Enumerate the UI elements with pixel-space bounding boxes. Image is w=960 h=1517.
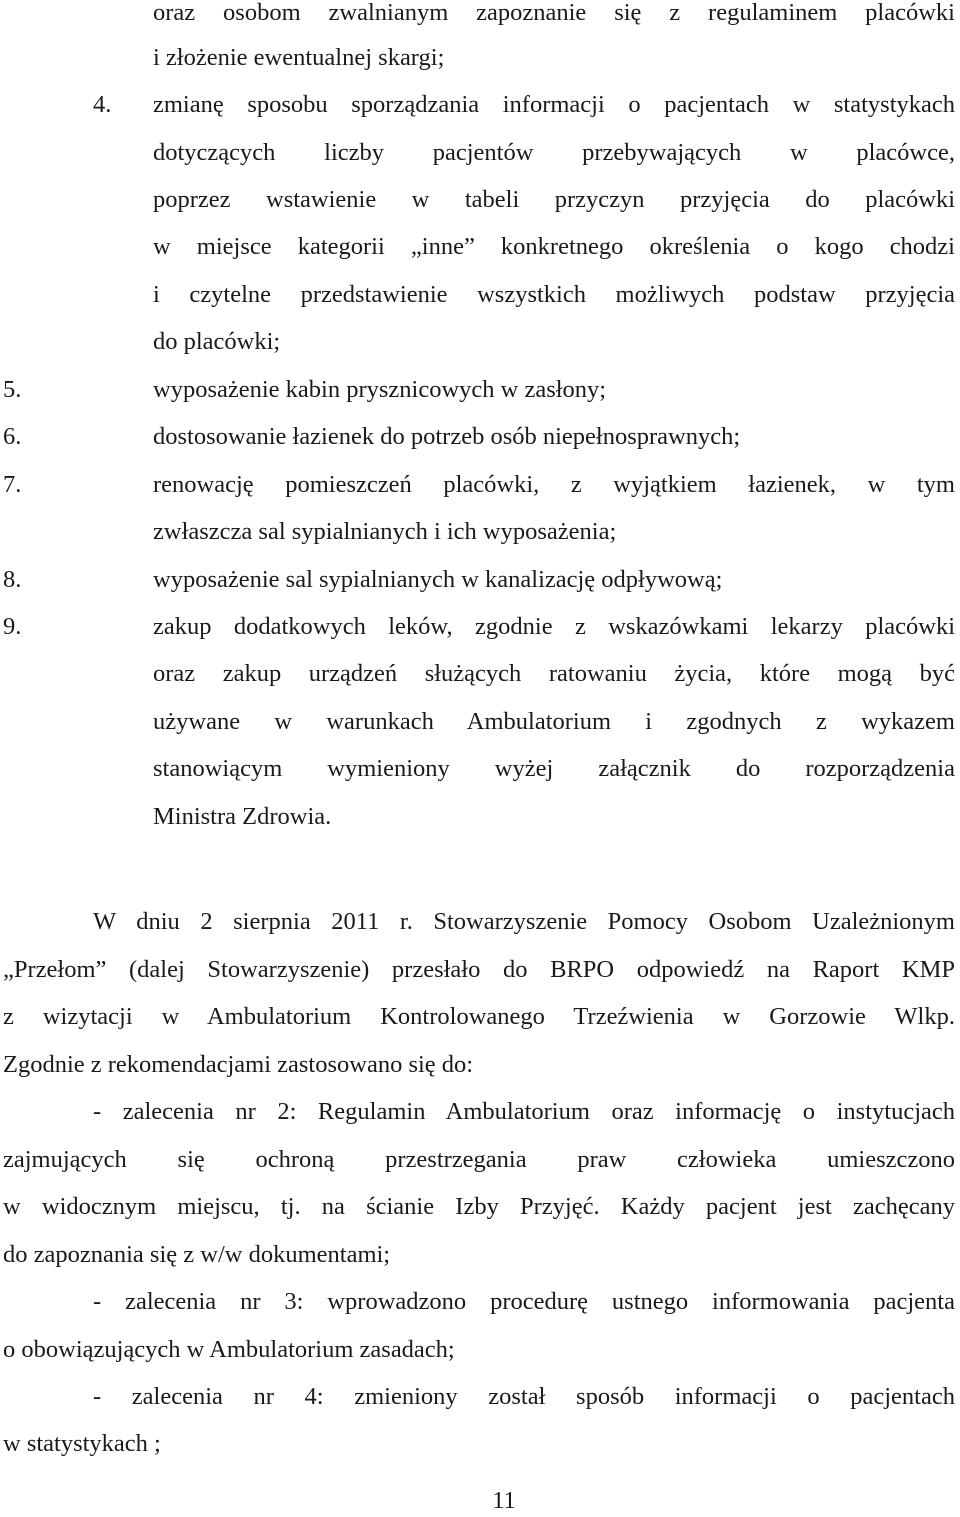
list-item-line: wyposażenie sal sypialnianych w kanalizację odpływową; (153, 566, 723, 593)
list-number: 9. (3, 613, 22, 640)
recommendation-line: - zalecenia nr 3: wprowadzono procedurę ustnego informowania pacjenta (93, 1288, 955, 1315)
paragraph-line: Zgodnie z rekomendacjami zastosowano się do: (3, 1051, 474, 1078)
list-item-line: dotyczących liczby pacjentów przebywających w placówce, (153, 139, 955, 166)
list-continuation-line: oraz osobom zwalnianym zapoznanie się z regulaminem placówki (153, 0, 955, 26)
list-item-line: zmianę sposobu sporządzania informacji o pacjentach w statystykach (153, 91, 955, 118)
list-item-line: zakup dodatkowych leków, zgodnie z wskazówkami lekarzy placówki (153, 613, 955, 640)
list-item-line: do placówki; (153, 328, 281, 355)
recommendation-line: o obowiązujących w Ambulatorium zasadach; (3, 1336, 455, 1363)
list-number: 4. (93, 91, 112, 118)
recommendation-line: - zalecenia nr 2: Regulamin Ambulatorium oraz informację o instytucjach (93, 1098, 955, 1125)
list-number: 7. (3, 471, 22, 498)
paragraph-line: W dniu 2 sierpnia 2011 r. Stowarzyszenie Pomocy Osobom Uzależnionym (93, 908, 955, 935)
list-item-line: renowację pomieszczeń placówki, z wyjątkiem łazienek, w tym (153, 471, 955, 498)
list-item-line: poprzez wstawienie w tabeli przyczyn przyjęcia do placówki (153, 186, 955, 213)
paragraph-line: „Przełom” (dalej Stowarzyszenie) przesłało do BRPO odpowiedź na Raport KMP (3, 956, 955, 983)
list-number: 8. (3, 566, 22, 593)
list-number: 5. (3, 376, 22, 403)
list-continuation-line: i złożenie ewentualnej skargi; (153, 44, 445, 71)
list-item-line: zwłaszcza sal sypialnianych i ich wyposażenia; (153, 518, 617, 545)
recommendation-line: w statystykach ; (3, 1430, 161, 1457)
list-item-line: dostosowanie łazienek do potrzeb osób niepełnosprawnych; (153, 423, 741, 450)
list-item-line: używane w warunkach Ambulatorium i zgodnych z wykazem (153, 708, 955, 735)
list-item-line: oraz zakup urządzeń służących ratowaniu życia, które mogą być (153, 660, 955, 687)
recommendation-line: do zapoznania się z w/w dokumentami; (3, 1241, 391, 1268)
page-number: 11 (492, 1487, 516, 1514)
list-item-line: i czytelne przedstawienie wszystkich możliwych podstaw przyjęcia (153, 281, 955, 308)
recommendation-line: zajmujących się ochroną przestrzegania praw człowieka umieszczono (3, 1146, 955, 1173)
recommendation-line: w widocznym miejscu, tj. na ścianie Izby Przyjęć. Każdy pacjent jest zachęcany (3, 1193, 955, 1220)
paragraph-line: z wizytacji w Ambulatorium Kontrolowanego Trzeźwienia w Gorzowie Wlkp. (3, 1003, 955, 1030)
list-number: 6. (3, 423, 22, 450)
list-item-line: stanowiącym wymieniony wyżej załącznik do rozporządzenia (153, 755, 955, 782)
recommendation-line: - zalecenia nr 4: zmieniony został sposób informacji o pacjentach (93, 1383, 955, 1410)
list-item-line: wyposażenie kabin prysznicowych w zasłony; (153, 376, 607, 403)
list-item-line: w miejsce kategorii „inne” konkretnego określenia o kogo chodzi (153, 233, 955, 260)
list-item-line: Ministra Zdrowia. (153, 803, 332, 830)
